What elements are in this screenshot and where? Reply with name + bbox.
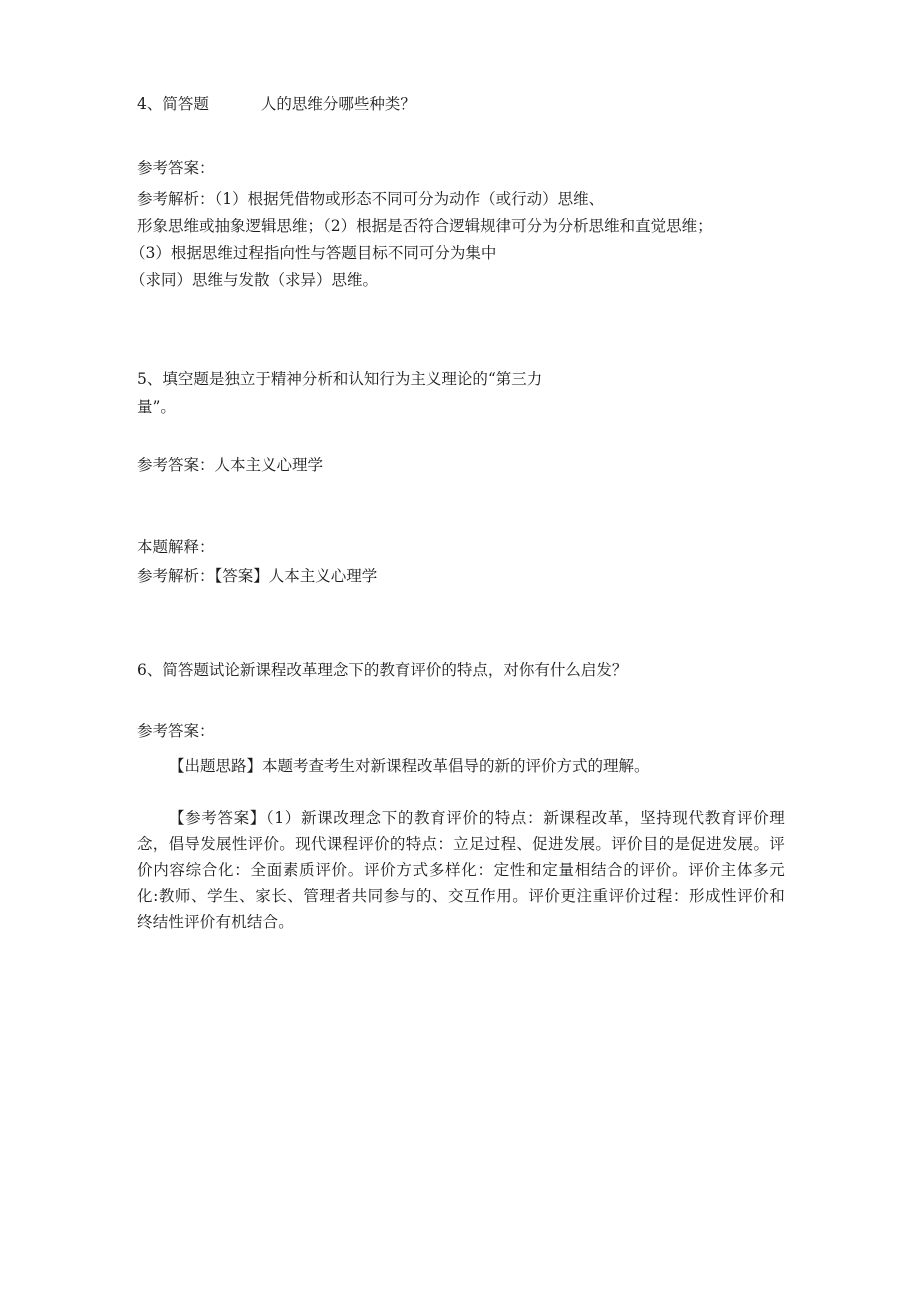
question-5-answer: 参考答案：人本主义心理学 [137, 456, 324, 474]
question-6-answer-label: 参考答案： [137, 722, 215, 740]
question-4-analysis-line-4: （求同）思维与发散（求异）思维。 [130, 271, 379, 289]
question-6-text: 6、简答题试论新课程改革理念下的教育评价的特点，对你有什么启发？ [137, 661, 628, 679]
question-4-text: 人的思维分哪些种类？ [260, 95, 416, 113]
question-4-analysis-line-2: 形象思维或抽象逻辑思维；（2）根据是否符合逻辑规律可分为分析思维和直觉思维； [137, 217, 713, 235]
question-4-type: 4、简答题 [137, 95, 209, 113]
question-6-reference-answer: 【参考答案】（1）新课改理念下的教育评价的特点：新课程改革，坚持现代教育评价理念，倡导发展性评价。现代课程评价的特点：立足过程、促进发展。评价目的是促进发展。评价内容综合化：全面素质评价。评价方式多样化：定性和定量相结合的评价。评价主体多元化:教师、学生、家长、管理者共同参与的、交互作用。评价更注重评价过程：形成性评价和终结性评价有机结合。 [137, 809, 785, 931]
question-4-answer-label: 参考答案： [137, 159, 215, 177]
question-5-line-2: 量”。 [137, 398, 176, 416]
question-4-analysis-line-1: 参考解析：（1）根据凭借物或形态不同可分为动作（或行动）思维、 [137, 190, 605, 208]
question-5-explain-label: 本题解释： [137, 538, 215, 556]
question-4 [137, 94, 416, 114]
question-5-line-1: 5、填空题是独立于精神分析和认知行为主义理论的“第三力 [137, 370, 543, 388]
question-5-analysis: 参考解析：【答案】人本主义心理学 [137, 567, 378, 585]
question-4-analysis-line-3: （3）根据思维过程指向性与答题目标不同可分为集中 [130, 244, 497, 262]
question-6-idea: 【出题思路】本题考查考生对新课程改革倡导的新的评价方式的理解。 [169, 757, 650, 775]
